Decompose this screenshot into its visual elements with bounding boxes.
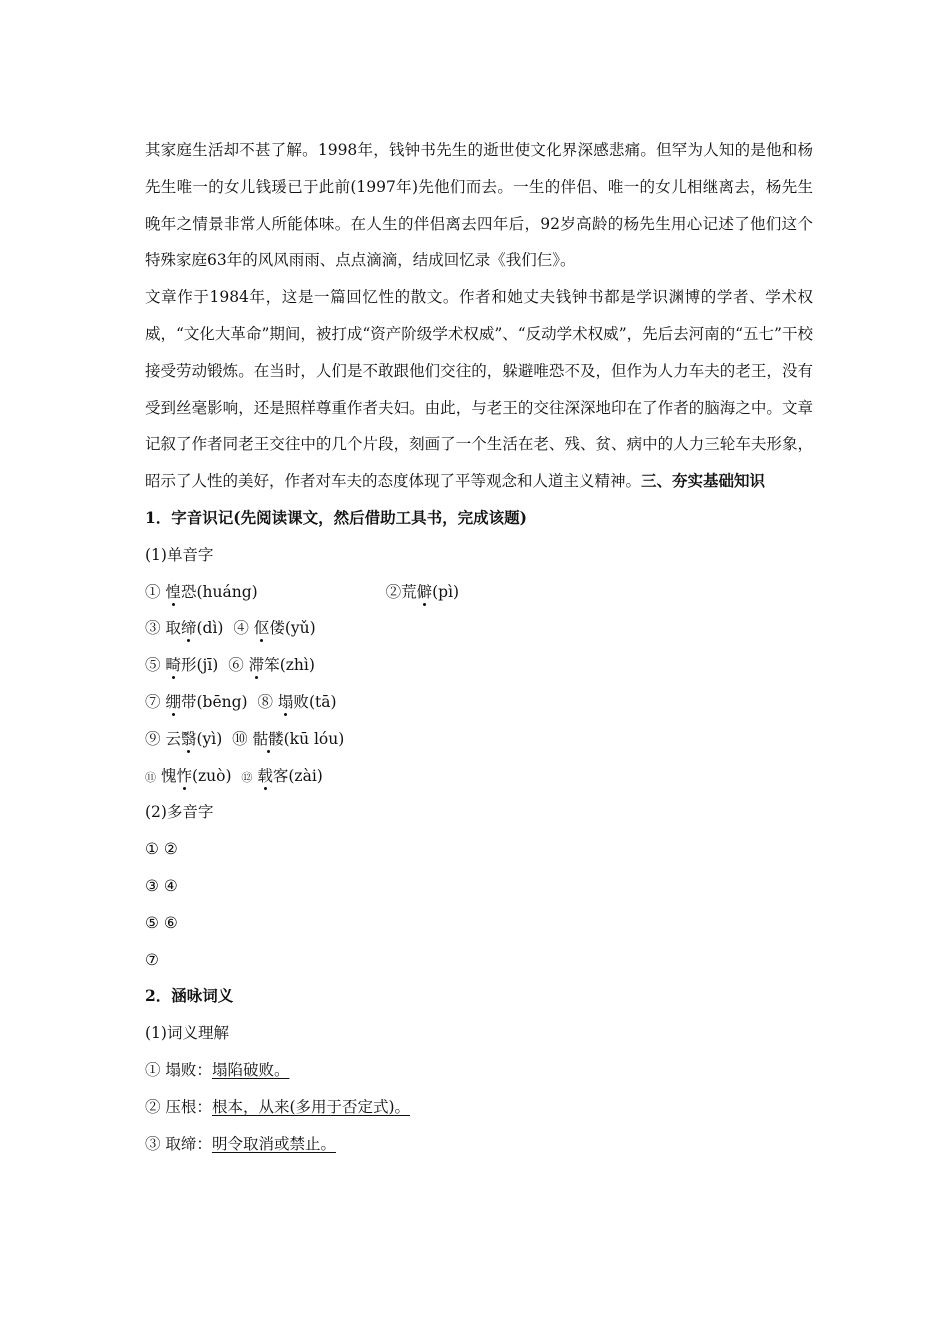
answer-text: 根本，从来(多用于否定式)。 [211,1097,411,1116]
word-meaning-heading: (1)词义理解 [145,1024,229,1043]
pronunciation-row [145,684,813,721]
pronunciation-item: ⑫ 载客(zài) [241,766,323,785]
background-paragraph [145,279,813,500]
single-char-heading: (1)单音字 [145,545,214,564]
section-3-heading: 三、夯实基础知识 [641,471,766,491]
pronunciation-item: ⑤ 畸形(jī) [145,656,219,675]
multi-char-row: ⑤ ⑥ [145,913,178,932]
q1-title: 1．字音识记(先阅读课文，然后借助工具书，完成该题) [145,507,527,527]
multi-char-row: ③ ④ [145,876,178,895]
pronunciation-item: ⑪ 愧怍(zuò) [145,766,232,785]
pronunciation-item: ⑩ 骷髅(kū lóu) [232,729,345,748]
pronunciation-row [145,647,813,684]
pronunciation-item: ⑧ 塌败(tā) [257,692,337,711]
pronunciation-item: ⑦ 绷带(bēng) [145,692,248,711]
pronunciation-row [145,758,813,795]
multi-char-row: ⑦ [145,950,159,969]
pronunciation-item: ②荒僻(pì) [385,582,460,601]
multi-char-row: ① ② [145,840,178,859]
answer-text: 塌陷破败。 [211,1060,290,1079]
pronunciation-item: ① 惶恐(huáng) [145,582,258,601]
pronunciation-row [145,721,813,758]
q2-title: 2．涵咏词义 [145,986,234,1006]
answer-text: 明令取消或禁止。 [211,1134,336,1153]
pronunciation-item: ④ 伛偻(yǔ) [233,619,316,638]
word-meaning-item: ② 压根：根本，从来(多用于否定式)。 [145,1097,411,1116]
multi-char-heading: (2)多音字 [145,803,214,822]
background-text: 文章作于1984年，这是一篇回忆性的散文。作者和她丈夫钱钟书都是学识渊博的学者、学术权威，“文化大革命”期间，被打成“资产阶级学术权威”、“反动学术权威”，先后去河南的“五七”干校接受劳动锻炼。在当时，人们是不敢跟他们交往的，躲避唯恐不及，但作为人力车夫的老王，没有受到丝毫影响，还是照样尊重作者夫妇。由此，与老王的交往深深地印在了作者的脑海之中。文章记叙了作者同老王交往中的几个片段，刻画了一个生活在老、残、贫、病中的人力三轮车夫形象，昭示了人性的美好，作者对车夫的态度体现了平等观念和人道主义精神。 [145,288,813,491]
pronunciation-item: ⑥ 滞笨(zhì) [228,656,315,675]
pronunciation-item: ③ 取缔(dì) [145,619,224,638]
pronunciation-row [145,574,813,611]
pronunciation-item: ⑨ 云翳(yì) [145,729,223,748]
intro-paragraph: 其家庭生活却不甚了解。1998年，钱钟书先生的逝世使文化界深感悲痛。但罕为人知的是他和杨先生唯一的女儿钱瑗已于此前(1997年)先他们而去。一生的伴侣、唯一的女儿相继离去，杨先生晚年之情景非常人所能体味。在人生的伴侣离去四年后，92岁高龄的杨先生用心记述了他们这个特殊家庭63年的风风雨雨、点点滴滴，结成回忆录《我们仨》。 [145,141,813,270]
word-meaning-item: ① 塌败：塌陷破败。 [145,1060,290,1079]
document-page [145,132,813,1162]
pronunciation-row [145,610,813,647]
word-meaning-item: ③ 取缔：明令取消或禁止。 [145,1134,336,1153]
